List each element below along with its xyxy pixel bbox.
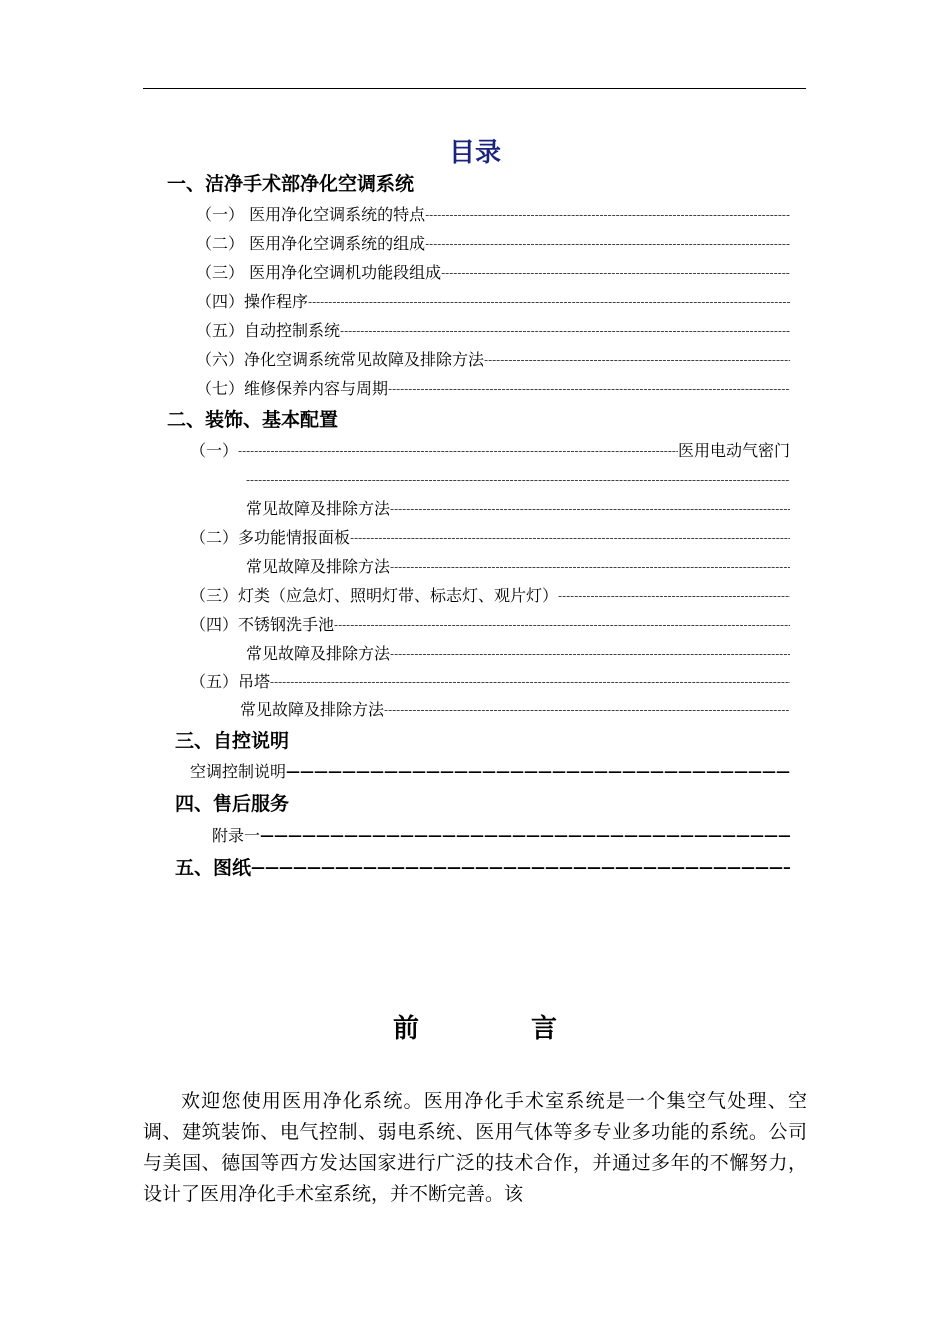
toc-entry[interactable]: 常见故障及排除方法 ----- [246,555,790,579]
header-rule [143,88,806,89]
dot-leader [484,348,790,372]
dot-leader [270,670,790,694]
toc-leader-row [246,468,790,492]
toc-entry[interactable]: （七）维修保养内容与周期 ----- [196,377,790,401]
dot-leader [350,526,790,550]
dot-leader [425,232,790,256]
toc-entry[interactable]: （二） 医用净化空调系统的组成 ----- [196,232,790,256]
toc-entry[interactable]: （一） ----- 医用电动气密门 [190,439,790,463]
dot-leader [390,642,790,666]
toc-entry[interactable]: （四）不锈钢洗手池 ----- [190,613,790,637]
toc-entry[interactable]: （二）多功能情报面板 ----- [190,526,790,550]
toc-heading-2[interactable]: 二、装饰、基本配置 [167,409,339,431]
dash-leader [251,856,790,880]
toc-heading-5[interactable]: 五、图纸 ————— [175,856,790,880]
dot-leader [340,319,790,343]
preface-title: 前言 [392,1014,669,1044]
toc-entry[interactable]: 常见故障及排除方法 ----- [246,642,790,666]
dot-leader [388,377,790,401]
toc-entry[interactable]: （六）净化空调系统常见故障及排除方法 ----- [196,348,790,372]
toc-heading-3[interactable]: 三、自控说明 [175,730,290,752]
toc-entry[interactable]: 附录一 ————— [212,824,790,848]
dot-leader [390,555,790,579]
dot-leader [558,584,790,608]
toc-heading-4[interactable]: 四、售后服务 [175,793,290,815]
dot-leader [246,468,790,492]
dot-leader [425,203,790,227]
toc-entry[interactable]: 常见故障及排除方法 ----- [246,497,790,521]
toc-entry[interactable]: 空调控制说明 ————— [190,760,790,784]
dot-leader [238,439,678,463]
toc-title: 目录 [448,138,501,168]
toc-entry[interactable]: （五）自动控制系统 ----- [196,319,790,343]
toc-entry[interactable]: （四）操作程序 ----- [196,290,790,314]
dot-leader [334,613,790,637]
dot-leader [390,497,790,521]
dash-leader [260,824,790,848]
toc-heading-1[interactable]: 一、洁净手术部净化空调系统 [167,173,415,195]
toc-entry[interactable]: （一） 医用净化空调系统的特点 ----- [196,203,790,227]
toc-entry[interactable]: （三） 医用净化空调机功能段组成 ----- [196,261,790,285]
toc-entry[interactable]: 常见故障及排除方法 ----- [240,698,790,722]
dot-leader [308,290,790,314]
toc-entry[interactable]: （五）吊塔 ----- [190,670,790,694]
preface-paragraph: 欢迎您使用医用净化系统。医用净化手术室系统是一个集空气处理、空调、建筑装饰、电气控制、弱电系统、医用气体等多专业多功能的系统。公司与美国、德国等西方发达国家进行广泛的技术合作，并通过多年的不懈努力，设计了医用净化手术室系统，并不断完善。该 [143,1090,807,1205]
dot-leader [384,698,790,722]
toc-entry[interactable]: （三）灯类（应急灯、照明灯带、标志灯、观片灯） ----- [190,584,790,608]
dot-leader [441,261,790,285]
dash-leader [286,760,790,784]
